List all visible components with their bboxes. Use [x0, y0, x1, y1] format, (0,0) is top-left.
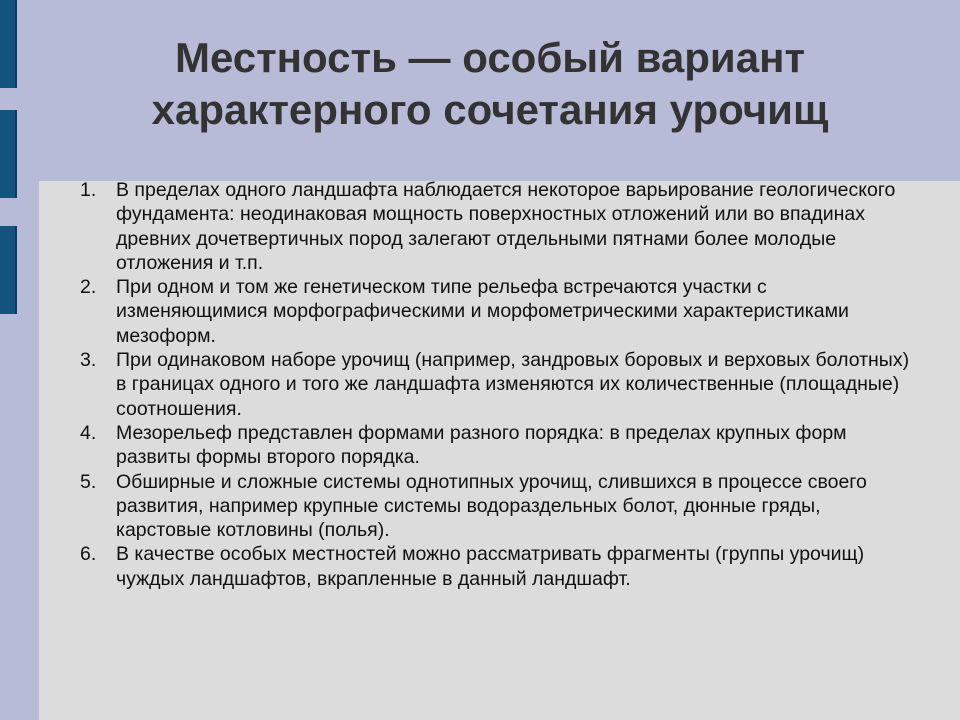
- list-item-3: [80, 348, 910, 421]
- list-item-2: [80, 275, 910, 348]
- list-item-4: [80, 421, 910, 470]
- slide-title: Местность — особый вариант характерного сочетания урочищ: [151, 34, 829, 133]
- list-item-number: 1.: [80, 179, 97, 201]
- list-item-6: [80, 542, 910, 591]
- list-item-number: 4.: [80, 421, 102, 444]
- list-item-number: 5.: [80, 470, 97, 493]
- decorative-bar-bottom: [0, 226, 17, 314]
- list-item-text: При одинаковом наборе урочищ (например, зандровых боровых и верховых болотных) в границах одного и того же ландшафта изменяются их количественные (площадные) соотношения.: [116, 349, 910, 420]
- list-item-text: В пределах одного ландшафта наблюдается некоторое варьирование геологического фундамента: неодинаковая мощность поверхностных отложений или во впадинах древних дочетвертичных пород залегают отдельными пятнами более молодые отложения и т.п.: [116, 179, 896, 274]
- decorative-bar-middle: [0, 110, 17, 198]
- list-item-number: 3.: [80, 349, 97, 372]
- decorative-bar-top: [0, 0, 17, 88]
- list-item-text: В качестве особых местностей можно рассматривать фрагменты (группы урочищ) чуждых ландшафтов, вкрапленные в данный ландшафт.: [116, 543, 865, 590]
- list-item-text: Обширные и сложные системы однотипных урочищ, слившихся в процессе своего развития, например крупные системы водораздельных болот, дюнные гряды, карстовые котловины (полья).: [116, 470, 867, 542]
- list-item-text: Мезорельеф представлен формами разного порядка: в пределах крупных форм развиты формы второго порядка.: [116, 421, 847, 469]
- list-item-text: При одном и том же генетическом типе рельефа встречаются участки с изменяющимися морфографическими и морфометрическими характеристиками мезоформ.: [116, 276, 849, 347]
- list-item-number: 6.: [80, 543, 97, 566]
- item-list: [80, 178, 910, 591]
- list-item-5: [80, 470, 910, 543]
- list-item-1: [80, 178, 910, 275]
- list-item-number: 2.: [80, 276, 102, 299]
